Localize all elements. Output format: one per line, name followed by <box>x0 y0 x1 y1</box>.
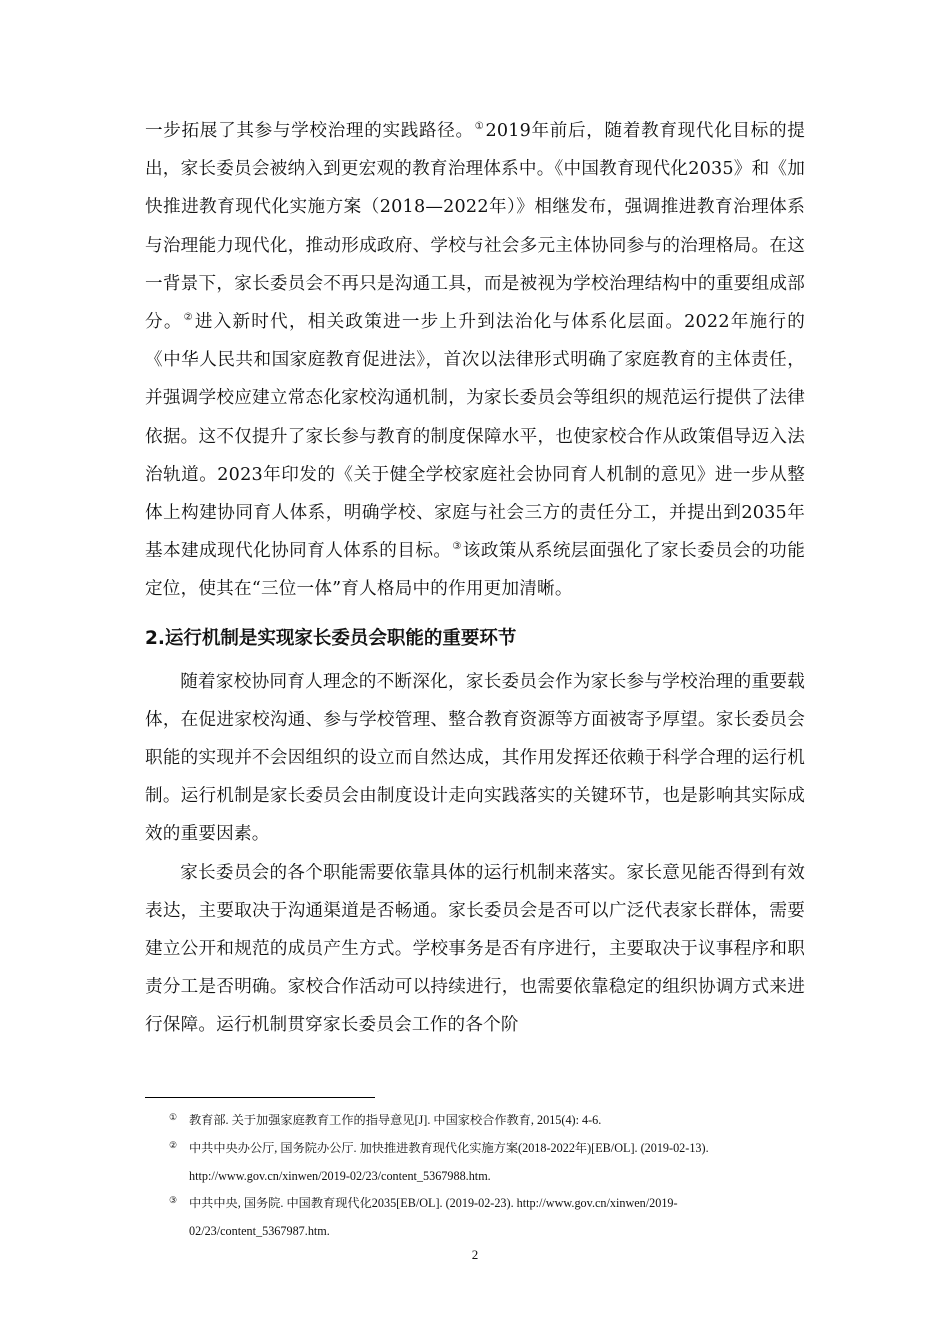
footnote-mark: ② <box>169 1139 178 1150</box>
footnote-ref-3[interactable]: ③ <box>452 541 462 553</box>
body-paragraph-1 <box>145 112 805 609</box>
footnote-ref-2[interactable]: ② <box>183 312 194 324</box>
page-number: 2 <box>471 1247 479 1262</box>
footnote-text: 教育部. 关于加强家庭教育工作的指导意见[J]. 中国家校合作教育, 2015(4): 4-6. <box>189 1113 602 1127</box>
paragraph-text: 一步拓展了其参与学校治理的实践路径。 <box>145 121 474 141</box>
body-paragraph-3: 家长委员会的各个职能需要依靠具体的运行机制来落实。家长意见能否得到有效表达，主要取决于沟通渠道是否畅通。家长委员会是否可以广泛代表家长群体，需要建立公开和规范的成员产生方式。学校事务是否有序进行，主要取决于议事程序和职责分工是否明确。家校合作活动可以持续进行，也需要依靠稳定的组织协调方式来进行保障。运行机制贯穿家长委员会工作的各个阶 <box>145 862 805 1036</box>
body-paragraph-2: 随着家校协同育人理念的不断深化，家长委员会作为家长参与学校治理的重要载体，在促进家校沟通、参与学校管理、整合教育资源等方面被寄予厚望。家长委员会职能的实现并不会因组织的设立而自然达成，其作用发挥还依赖于科学合理的运行机制。运行机制是家长委员会由制度设计走向实践落实的关键环节，也是影响其实际成效的重要因素。 <box>145 671 805 845</box>
footnote-item-3 <box>145 1189 805 1245</box>
section-heading: 2.运行机制是实现家长委员会职能的重要环节 <box>145 627 517 649</box>
footnotes <box>145 1106 805 1245</box>
footnote-text: 中共中央, 国务院. 中国教育现代化2035[EB/OL]. (2019-02-23). http://www.gov.cn/xinwen/2019-02/23/content_5367987.htm. <box>189 1196 678 1238</box>
footnote-mark: ③ <box>169 1195 178 1205</box>
footnote-mark: ① <box>169 1112 178 1122</box>
paragraph-text: 进入新时代，相关政策进一步上升到法治化与体系化层面。2022年施行的《中华人民共和国家庭教育促进法》，首次以法律形式明确了家庭教育的主体责任，并强调学校应建立常态化家校沟通机制，为家长委员会等组织的规范运行提供了法律依据。这不仅提升了家长参与教育的制度保障水平，也使家校合作从政策倡导迈入法治轨道。2023年印发的《关于健全学校家庭社会协同育人机制的意见》进一步从整体上构建协同育人体系，明确学校、家庭与社会三方的责任分工，并提出到2035年基本建成现代化协同育人体系的目标。 <box>145 312 806 562</box>
footnote-separator <box>145 1097 375 1098</box>
footnote-item-1 <box>145 1106 805 1134</box>
paragraph-text: 该政策从系统层面强化了家长委员会的功能定位，使其在“三位一体”育人格局中的作用更加清晰。 <box>145 541 805 600</box>
paragraph-text: 2019年前后，随着教育现代化目标的提出，家长委员会被纳入到更宏观的教育治理体系中。《中国教育现代化2035》和《加快推进教育现代化实施方案（2018—2022年）》相继发布，强调推进教育治理体系与治理能力现代化，推动形成政府、学校与社会多元主体协同参与的治理格局。在这一背景下，家长委员会不再只是沟通工具，而是被视为学校治理结构中的重要组成部分。 <box>145 121 805 333</box>
footnote-ref-1[interactable]: ① <box>474 121 485 132</box>
document-body <box>145 112 805 1045</box>
footnote-item-2 <box>145 1134 805 1190</box>
footnote-text: 中共中央办公厅, 国务院办公厅. 加快推进教育现代化实施方案(2018-2022年)[EB/OL]. (2019-02-13). http://www.gov.cn/xinwen/2019-02/23/content_5367988.htm. <box>189 1140 709 1183</box>
